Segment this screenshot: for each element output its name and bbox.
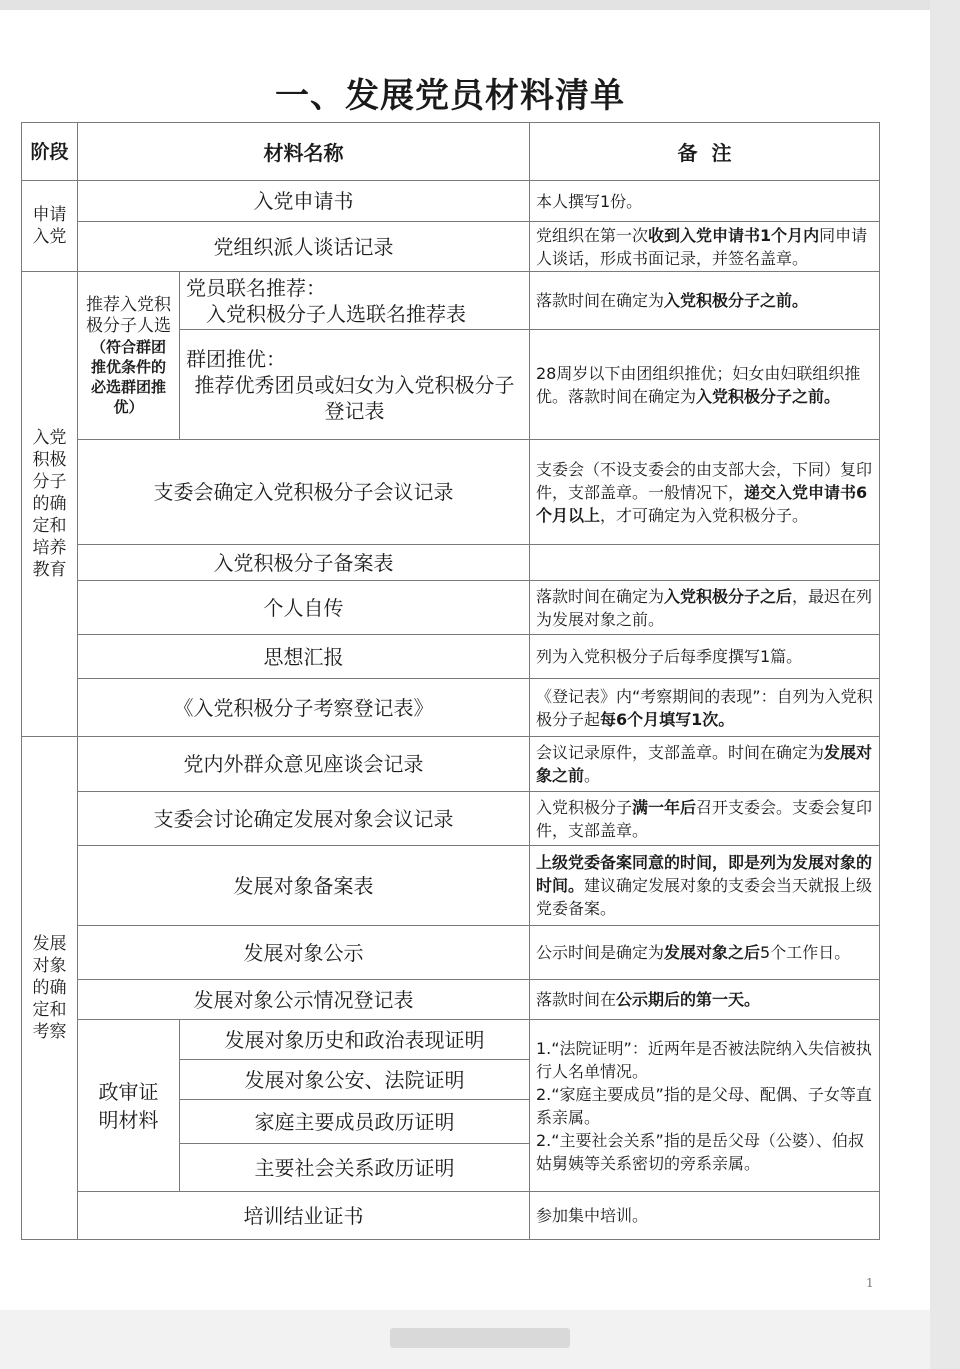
table-row (22, 792, 880, 846)
table-row (22, 222, 880, 272)
table-row (22, 1192, 880, 1240)
political-review-label: 政审证明材料 (78, 1020, 180, 1192)
header-stage: 阶段 (22, 123, 78, 181)
material-name: 发展对象公示情况登记表 (78, 980, 530, 1020)
material-note (530, 440, 880, 545)
page-number: 1 (866, 1276, 874, 1290)
recommend-label (78, 272, 180, 440)
table-row (22, 440, 880, 545)
page-title: 一、发展党员材料清单 (275, 76, 625, 116)
note-emphasis: 发展对象之后 (664, 943, 761, 962)
table-row (22, 926, 880, 980)
material-note (530, 581, 880, 635)
table-row (22, 635, 880, 679)
note-text: 建议确定发展对象的支委会当天就报上级党委备案。 (536, 876, 873, 918)
note-text: 召开支委会。支委会复印件，支部盖章。 (536, 797, 873, 840)
note-text: 公示时间是确定为 (536, 943, 665, 962)
table-row (22, 545, 880, 581)
note-emphasis: 入党积极分子之前。 (664, 291, 809, 310)
note-emphasis: 发展对象之前 (536, 743, 873, 785)
table-row (22, 1020, 880, 1060)
material-name (180, 330, 530, 440)
stage-candidate: 发展对象的确定和考察 (22, 737, 78, 1240)
material-name: 培训结业证书 (78, 1192, 530, 1240)
note-text: 落款时间在确定为 (536, 586, 665, 606)
note-emphasis: 收到入党申请书1个月内 (648, 225, 820, 245)
material-name: 发展对象公示 (78, 926, 530, 980)
material-name: 支委会确定入党积极分子会议记录 (78, 440, 530, 545)
note-emphasis: 上级党委备案同意的时间，即是列为发展对象的时间。 (536, 853, 873, 895)
table-row (22, 737, 880, 792)
stage-activist: 入党积极分子的确定和培养教育 (22, 272, 78, 737)
header-row (22, 123, 880, 181)
political-review-note: 1.“法院证明”：近两年是否被法院纳入失信被执行人名单情况。 2.“家庭主要成员”指的是父母、配偶、子女等直系亲属。 2.“主要社会关系”指的是岳父母（公婆）、伯叔姑舅姨等关系密切的旁系亲属。 (530, 1020, 880, 1192)
material-note (530, 272, 880, 330)
table-row (22, 581, 880, 635)
material-name: 发展对象备案表 (78, 846, 530, 926)
material-name-line2: 推荐优秀团员或妇女为入党积极分子登记表 (194, 372, 515, 423)
material-note (530, 737, 880, 792)
note-text: 5个工作日。 (760, 943, 851, 962)
material-name: 入党申请书 (78, 181, 530, 222)
note-text: 落款时间在 (536, 990, 617, 1009)
material-name-line1: 党员联名推荐： (186, 275, 326, 300)
note-emphasis: 每6个月填写1次。 (600, 709, 735, 729)
table-row (22, 980, 880, 1020)
recommend-label-note: （符合群团推优条件的必选群团推优） (90, 337, 166, 416)
material-name: 党组织派人谈话记录 (78, 222, 530, 272)
material-name (180, 272, 530, 330)
material-name: 入党积极分子备案表 (78, 545, 530, 581)
note-emphasis: 满一年后 (632, 797, 697, 817)
material-note (530, 926, 880, 980)
material-name: 发展对象公安、法院证明 (180, 1060, 530, 1100)
top-bar (0, 0, 930, 10)
table-row (22, 679, 880, 737)
watermark-bar (390, 1328, 570, 1348)
note-emphasis: 公示期后的第一天。 (616, 990, 761, 1009)
material-note (530, 792, 880, 846)
side-scroll-strip[interactable] (930, 0, 960, 1369)
materials-table (21, 122, 880, 1240)
material-name: 《入党积极分子考察登记表》 (78, 679, 530, 737)
material-note (530, 222, 880, 272)
note-text: 党组织在第一次 (536, 225, 649, 245)
material-name: 主要社会关系政历证明 (180, 1144, 530, 1192)
table-row (22, 272, 880, 330)
material-name-line2: 入党积极分子人选联名推荐表 (206, 301, 466, 326)
material-note (530, 679, 880, 737)
table-row (22, 846, 880, 926)
material-name: 支委会讨论确定发展对象会议记录 (78, 792, 530, 846)
material-note: 参加集中培训。 (530, 1192, 880, 1240)
header-material: 材料名称 (78, 123, 530, 181)
note-emphasis: 递交入党申请书6个月以上 (536, 482, 868, 525)
material-note: 本人撰写1份。 (530, 181, 880, 222)
header-note: 备 注 (530, 123, 880, 181)
note-text: 同申请人谈话，形成书面记录，并签名盖章。 (536, 225, 868, 268)
note-text: 《登记表》内“考察期间的表现”：自列为入党积极分子起 (536, 686, 873, 729)
material-note (530, 545, 880, 581)
material-note (530, 330, 880, 440)
material-note: 列为入党积极分子后每季度撰写1篇。 (530, 635, 880, 679)
material-name: 党内外群众意见座谈会记录 (78, 737, 530, 792)
material-name: 个人自传 (78, 581, 530, 635)
note-text: ，最迟在列为发展对象之前。 (536, 586, 873, 629)
recommend-label-text: 推荐入党积极分子人选 (86, 294, 171, 336)
note-text: 落款时间在确定为 (536, 291, 665, 310)
note-text: 会议记录原件，支部盖章。时间在确定为 (536, 743, 825, 762)
note-text: 支委会（不设支委会的由支部大会，下同）复印件，支部盖章。一般情况下， (536, 459, 873, 502)
note-text: 入党积极分子 (536, 797, 633, 817)
note-emphasis: 入党积极分子之前。 (696, 386, 841, 406)
material-note (530, 980, 880, 1020)
material-name-line1: 群团推优： (186, 346, 286, 371)
note-text: 。 (584, 766, 601, 785)
stage-apply: 申请入党 (22, 181, 78, 272)
note-text: ，才可确定为入党积极分子。 (600, 505, 809, 525)
table-row (22, 181, 880, 222)
material-name: 思想汇报 (78, 635, 530, 679)
material-name: 家庭主要成员政历证明 (180, 1100, 530, 1144)
note-emphasis: 入党积极分子之后 (664, 586, 793, 606)
material-name: 发展对象历史和政治表现证明 (180, 1020, 530, 1060)
note-text: 28周岁以下由团组织推优；妇女由妇联组织推优。落款时间在确定为 (536, 363, 861, 406)
material-note (530, 846, 880, 926)
